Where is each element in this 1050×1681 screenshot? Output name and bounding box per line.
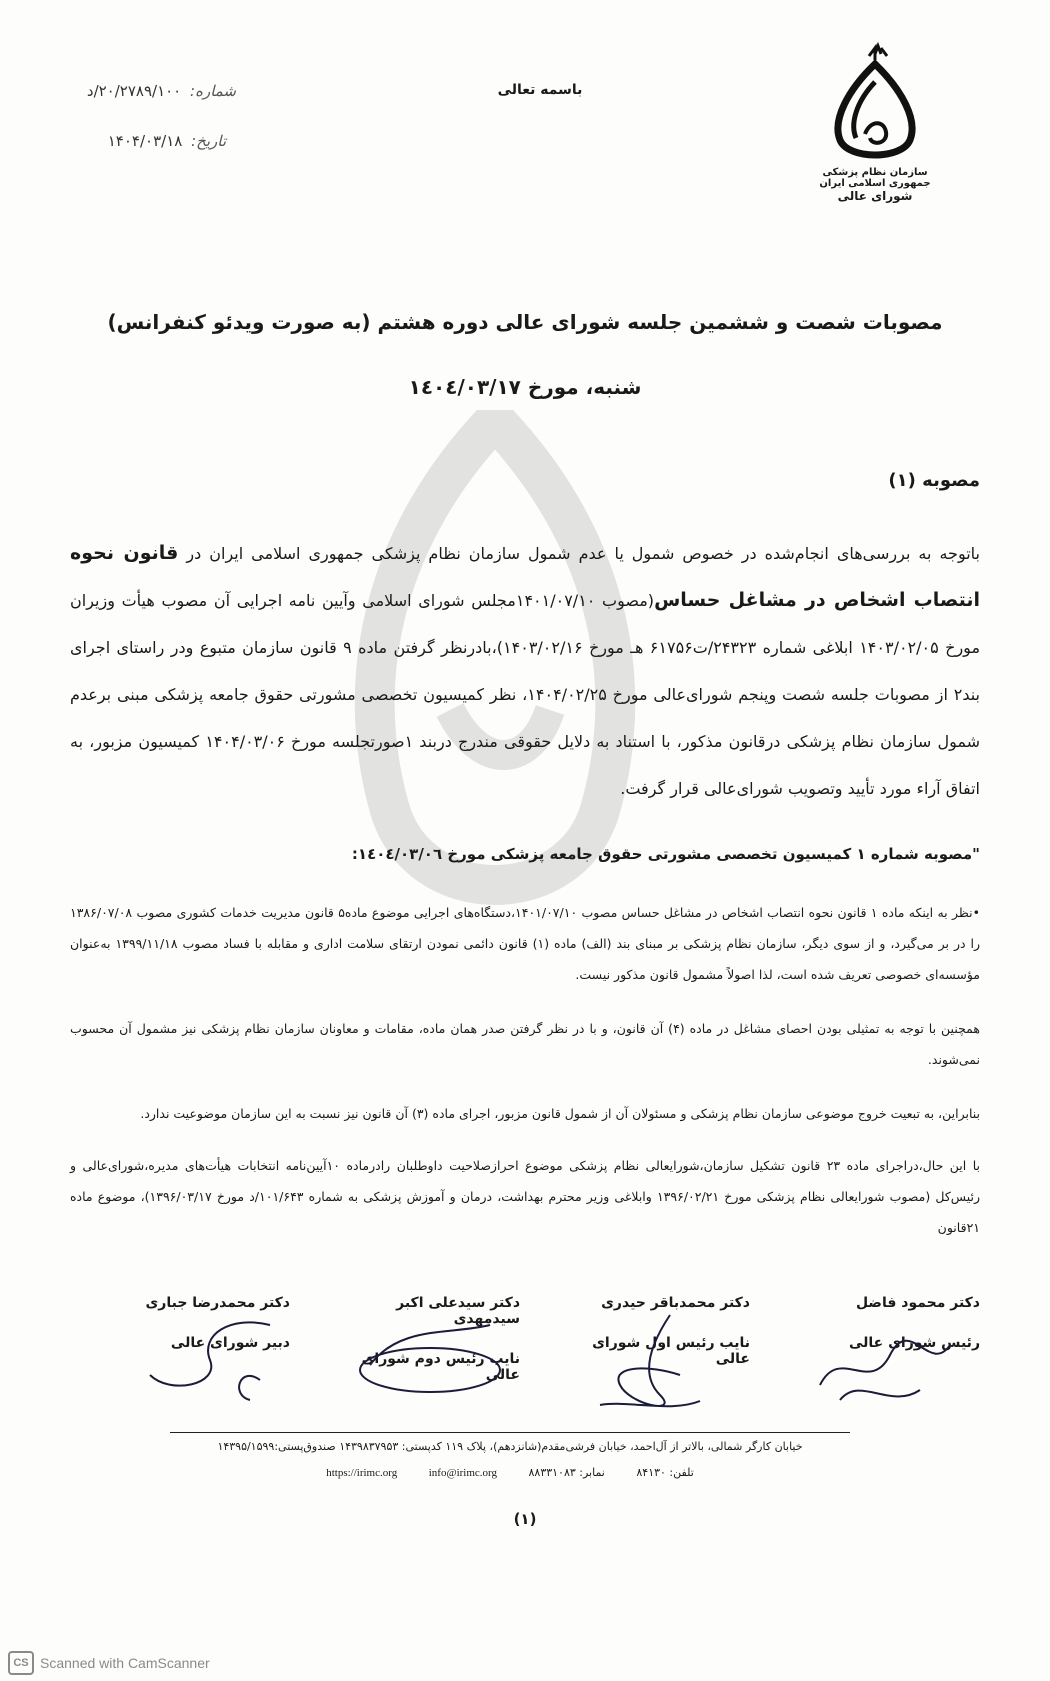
body-part-2: (مصوب ۱۴۰۱/۰۷/۱۰مجلس شورای اسلامی وآیین نامه اجرایی آن مصوب هیأت وزیران مورخ ۱۴۰۳/۰۲/۰۵ ابلاغی شماره ۲۴۳۲۳/ت۶۱۷۵۶ هـ مورخ ۱۴۰۳/۰۲/۱۶)،بادرنظر گرفتن ماده ۹ قانون سازمان متبوع ودر راستای اجرای بند۲ از مصوبات جلسه شصت وپنجم شورای‌عالی مورخ ۱۴۰۴/۰۲/۲۵، نظر کمیسیون تخصصی مشورتی حقوق جامعه پزشکی مبنی برعدم شمول سازمان نظام پزشکی درقانون مذکور، با استناد به دلایل حقوقی مندرج دربند ۱صورتجلسه مورخ ۱۴۰۴/۰۳/۰۶ کمیسیون مزبور، به اتفاق آراء مورد تأیید وتصویب شورای‌عالی قرار گرفت. — [70, 591, 981, 798]
letter-date — [96, 132, 226, 150]
commission-paragraph-3: بنابراین، به تبعیت خروج موضوعی سازمان نظام پزشکی و مسئولان آن از شمول قانون مزبور، اجرای ماده (۳) آن قانون نیز نسبت به این سازمان موضوعیت ندارد. — [140, 1106, 980, 1121]
signature-scribble-4 — [110, 1305, 280, 1415]
signatory-2-name: دکتر محمدباقر حیدری — [601, 1295, 750, 1311]
resolution-heading: مصوبه (۱) — [888, 470, 980, 491]
footer-divider — [170, 1432, 850, 1433]
signatory-3 — [330, 1295, 520, 1383]
camscanner-badge — [8, 1651, 210, 1675]
commission-paragraph-1: •نظر به اینکه ماده ۱ قانون نحوه انتصاب اشخاص در مشاغل حساس مصوب ۱۴۰۱/۰۷/۱۰،دستگاه‌های اجرایی موضوع ماده۵ قانون مدیریت خدمات کشوری مصوب ۱۳۸۶/۰۷/۰۸ را در بر می‌گیرد، و از سوی دیگر، سازمان نظام پزشکی بر مبنای بند (الف) ماده (۱) قانون دائمی نمودن ارتقای سلامت اداری و مقابله با فساد مصوب ۱۳۹۹/۱۱/۱۸ به‌عنوان مؤسسه‌ای خصوصی تعریف شده است، لذا اصولاً مشمول قانون مذکور نیست. — [70, 905, 981, 982]
footer-email-link[interactable]: info@irimc.org — [428, 1467, 497, 1479]
org-emblem-icon — [820, 42, 930, 167]
commission-resolution-heading: "مصوبه شماره ۱ کمیسیون تخصصی مشورتی حقوق جامعه پزشکی مورخ ۱٤٠٤/٠٣/٠٦: — [351, 845, 980, 863]
commission-paragraph-4: با این حال،دراجرای ماده ۲۳ قانون تشکیل سازمان،شورایعالی نظام پزشکی موضوع احرازصلاحیت داوطلبان رادرماده ۱۰آیین‌نامه انتخابات هیأت‌های مدیره،شورای‌عالی و رئیس‌کل (مصوب شورایعالی نظام پزشکی مورخ ۱۳۹۶/۰۲/۲۱ وابلاغی وزیر محترم بهداشت، درمان و آموزش پزشکی به شماره ۱۰۱/۶۴۳/د مورخ ۱۳۹۶/۰۳/۱۷)، موضوع ماده ۲۱قانون — [70, 1158, 980, 1235]
signatory-2 — [560, 1295, 750, 1367]
signatory-4 — [100, 1295, 290, 1351]
body-part-1: باتوجه به بررسی‌های انجام‌شده در خصوص شمول یا عدم شمول سازمان نظام پزشکی جمهوری اسلامی ایران در — [186, 544, 980, 563]
basmala: باسمه تعالی — [497, 82, 583, 98]
signature-scribble-2 — [570, 1305, 740, 1415]
footer-contacts — [170, 1466, 850, 1479]
footer-fax: نمابر: ۸۸۳۳۱۰۸۳ — [528, 1466, 605, 1479]
document-title: مصوبات شصت و ششمین جلسه شورای عالی دوره هشتم (به صورت ویدئو کنفرانس) — [107, 310, 943, 334]
law-name: قانون نحوه انتصاب اشخاص در مشاغل حساس — [70, 542, 980, 611]
org-name: سازمان نظام پزشکی جمهوری اسلامی ایران — [819, 167, 931, 189]
camscanner-text: Scanned with CamScanner — [40, 1655, 210, 1671]
signatory-2-title: نایب رئیس اول شورای عالی — [592, 1335, 750, 1367]
page-number: (۱) — [513, 1510, 537, 1528]
letter-number-value: ۲۰/۲۷۸۹/۱۰۰/د — [86, 82, 182, 100]
resolution-body — [70, 530, 980, 812]
camscanner-icon: CS — [8, 1651, 34, 1675]
letter-date-label: تاریخ: — [191, 132, 226, 150]
session-date: شنبه، مورخ ۱٤٠٤/۰۳/۱۷ — [408, 375, 642, 399]
council-name: شورای عالی — [837, 189, 913, 203]
signature-scribble-3 — [340, 1305, 510, 1415]
signatory-4-title: دبیر شورای عالی — [170, 1335, 290, 1351]
signatory-3-title: نایب رئیس دوم شورای عالی — [361, 1351, 520, 1383]
org-logo — [800, 42, 950, 217]
footer-address: خیابان کارگر شمالی، بالاتر از آل‌احمد، خیابان فرشی‌مقدم(شانزدهم)، پلاک ۱۱۹ کدپستی: ۱۴۳۹۸۳۷۹۵۳ صندوق‌پستی:۱۴۳۹۵/۱۵۹۹ — [217, 1440, 803, 1453]
signatory-3-name: دکتر سیدعلی اکبر سیدمهدی — [396, 1295, 520, 1327]
signature-block — [90, 1295, 980, 1430]
letter-number — [86, 82, 236, 100]
signature-scribble-1 — [800, 1305, 970, 1415]
letter-date-value: ۱۴۰۴/۰۳/۱۸ — [107, 132, 183, 150]
footer-website-link[interactable]: https://irimc.org — [326, 1467, 398, 1479]
letter-number-label: شماره: — [190, 82, 236, 100]
signatory-1 — [790, 1295, 980, 1351]
signatory-4-name: دکتر محمدرضا جباری — [145, 1295, 290, 1311]
signatory-1-name: دکتر محمود فاضل — [855, 1295, 980, 1311]
commission-paragraph-2: همچنین با توجه به تمثیلی بودن احصای مشاغل در ماده (۴) آن قانون، و با در نظر گرفتن صدر همان ماده، مقامات و معاونان سازمان نظام پزشکی نیز مشمول آن محسوب نمی‌شوند. — [70, 1021, 980, 1067]
footer-phone: تلفن: ۸۴۱۳۰ — [636, 1466, 694, 1479]
signatory-1-title: رئیس شورای عالی — [848, 1335, 980, 1351]
